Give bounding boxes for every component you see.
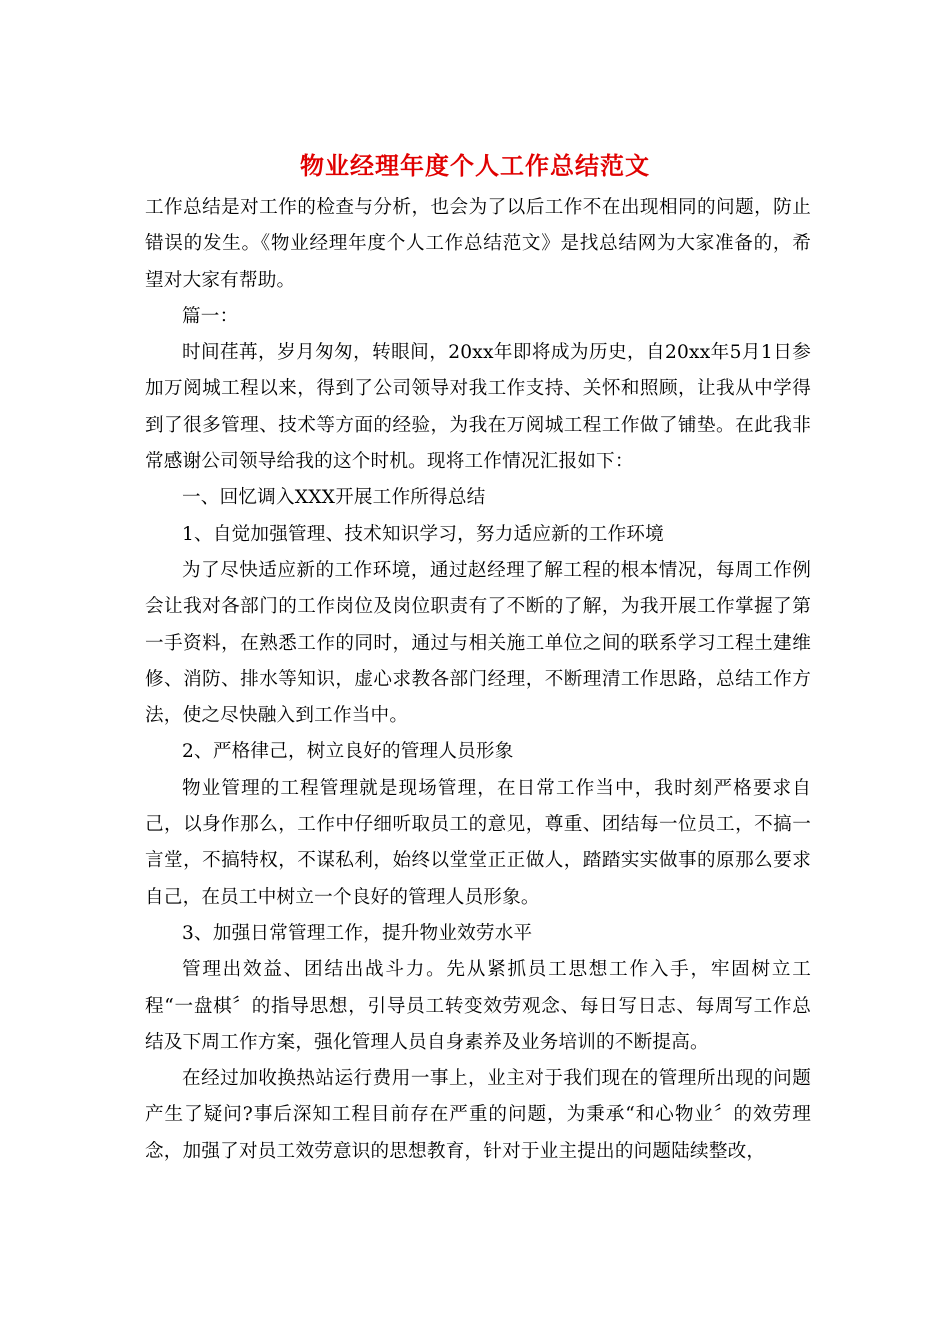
paragraph: 时间荏苒，岁月匆匆，转眼间，20xx年即将成为历史，自20xx年5月1日参加万阅城工程以来，得到了公司领导对我工作支持、关怀和照顾，让我从中学得到了很多管理、技术等方面的经验，为我在万阅城工程工作做了铺垫。在此我非常感谢公司领导给我的这个时机。现将工作情况汇报如下： [145,342,811,473]
subheading-3: 3、加强日常管理工作，提升物业效劳水平 [182,922,533,944]
subheading-2: 2、严格律己，树立良好的管理人员形象 [182,741,514,763]
paragraph: 管理出效益、团结出战斗力。先从紧抓员工思想工作入手，牢固树立工程“一盘棋〞的指导思想，引导员工转变效劳观念、每日写日志、每周写工作总结及下周工作方案，强化管理人员自身素养及业务培训的不断提高。 [145,959,811,1053]
heading-section-1: 一、回忆调入XXX开展工作所得总结 [182,487,486,509]
paragraph: 物业管理的工程管理就是现场管理，在日常工作当中，我时刻严格要求自己，以身作那么，工作中仔细听取员工的意见，尊重、团结每一位员工，不搞一言堂，不搞特权，不谋私利，始终以堂堂正正做人，踏踏实实做事的原那么要求自己，在员工中树立一个良好的管理人员形象。 [145,777,811,908]
document-body [145,190,811,1170]
paragraph-intro: 工作总结是对工作的检查与分析，也会为了以后工作不在出现相同的问题，防止错误的发生。《物业经理年度个人工作总结范文》是找总结网为大家准备的，希望对大家有帮助。 [145,197,811,291]
subheading-1: 1、自觉加强管理、技术知识学习，努力适应新的工作环境 [182,523,664,545]
document-title: 物业经理年度个人工作总结范文 [300,151,650,180]
paragraph: 在经过加收换热站运行费用一事上，业主对于我们现在的管理所出现的问题产生了疑问?事后深知工程目前存在严重的问题，为秉承“和心物业〞的效劳理念，加强了对员工效劳意识的思想教育，针对于业主提出的问题陆续整改， [145,1068,811,1162]
paragraph-section-label: 篇一： [182,305,239,327]
paragraph: 为了尽快适应新的工作环境，通过赵经理了解工程的根本情况，每周工作例会让我对各部门的工作岗位及岗位职责有了不断的了解，为我开展工作掌握了第一手资料，在熟悉工作的同时，通过与相关施工单位之间的联系学习工程土建维修、消防、排水等知识，虚心求教各部门经理，不断理清工作思路，总结工作方法，使之尽快融入到工作当中。 [145,559,811,727]
